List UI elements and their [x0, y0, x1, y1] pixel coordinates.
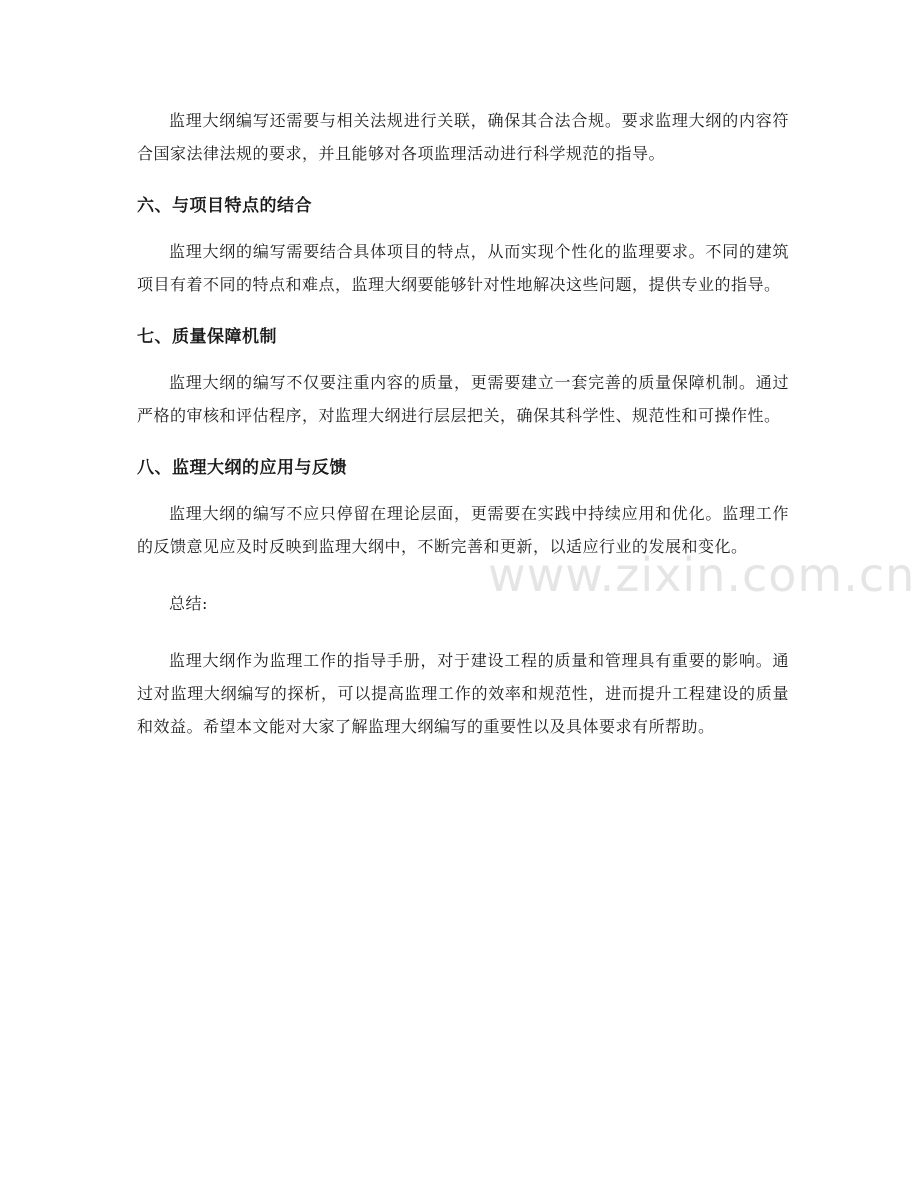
heading-section-7: 七、质量保障机制 [137, 327, 277, 347]
heading-section-6: 六、与项目特点的结合 [137, 196, 312, 216]
paragraph-quality-assurance: 监理大纲的编写不仅要注重内容的质量，更需要建立一套完善的质量保障机制。通过严格的审核和评估程序，对监理大纲进行层层把关，确保其科学性、规范性和可操作性。 [137, 373, 789, 425]
paragraph-project-features: 监理大纲的编写需要结合具体项目的特点，从而实现个性化的监理要求。不同的建筑项目有着不同的特点和难点，监理大纲要能够针对性地解决这些问题，提供专业的指导。 [137, 242, 789, 294]
paragraph-application-feedback: 监理大纲的编写不应只停留在理论层面，更需要在实践中持续应用和优化。监理工作的反馈意见应及时反映到监理大纲中，不断完善和更新，以适应行业的发展和变化。 [137, 504, 789, 556]
paragraph-summary: 监理大纲作为监理工作的指导手册，对于建设工程的质量和管理具有重要的影响。通过对监理大纲编写的探析，可以提高监理工作的效率和规范性，进而提升工程建设的质量和效益。希望本文能对大家了解监理大纲编写的重要性以及具体要求有所帮助。 [137, 651, 789, 736]
summary-label: 总结: [169, 594, 208, 613]
heading-section-8: 八、监理大纲的应用与反馈 [137, 458, 347, 478]
paragraph-regulations: 监理大纲编写还需要与相关法规进行关联，确保其合法合规。要求监理大纲的内容符合国家法律法规的要求，并且能够对各项监理活动进行科学规范的指导。 [137, 111, 789, 163]
watermark: www.zixin.com.cn [488, 548, 916, 602]
document-body [137, 104, 789, 743]
